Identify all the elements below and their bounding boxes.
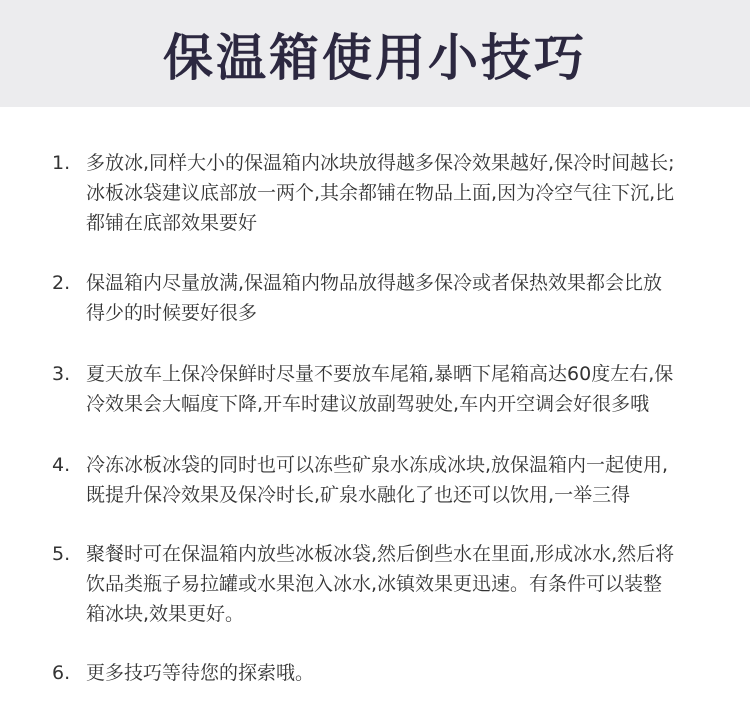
text-line: 得少的时候要好很多 xyxy=(86,302,258,324)
list-item xyxy=(52,450,712,510)
text-line: 箱冰块,效果更好。 xyxy=(86,603,245,625)
text-line: 聚餐时可在保温箱内放些冰板冰袋,然后倒些水在里面,形成冰水,然后将 xyxy=(86,543,675,565)
list-item xyxy=(52,539,712,629)
text-line: 保温箱内尽量放满,保温箱内物品放得越多保冷或者保热效果都会比放 xyxy=(86,272,663,294)
list-item xyxy=(52,148,712,238)
item-number: 2. xyxy=(52,272,71,294)
item-text xyxy=(86,268,712,328)
text-line: 都铺在底部效果要好 xyxy=(86,212,258,234)
item-text xyxy=(86,658,712,688)
list-item xyxy=(52,359,712,419)
text-line: 饮品类瓶子易拉罐或水果泡入冰水,冰镇效果更迅速。有条件可以装整 xyxy=(86,573,663,595)
text-line: 冷冻冰板冰袋的同时也可以冻些矿泉水冻成冰块,放保温箱内一起使用, xyxy=(86,454,669,476)
item-number: 5. xyxy=(52,543,71,565)
item-text xyxy=(86,539,712,629)
text-line: 更多技巧等待您的探索哦。 xyxy=(86,662,315,684)
text-line: 冰板冰袋建议底部放一两个,其余都铺在物品上面,因为冷空气往下沉,比 xyxy=(86,182,675,204)
header-banner xyxy=(0,0,750,107)
text-line: 多放冰,同样大小的保温箱内冰块放得越多保冷效果越好,保冷时间越长; xyxy=(86,152,675,174)
item-number: 3. xyxy=(52,363,71,385)
item-text xyxy=(86,450,712,510)
text-line: 既提升保冷效果及保冷时长,矿泉水融化了也还可以饮用,一举三得 xyxy=(86,484,631,506)
item-number: 6. xyxy=(52,662,71,684)
item-number: 4. xyxy=(52,454,71,476)
list-item xyxy=(52,268,712,328)
text-line: 冷效果会大幅度下降,开车时建议放副驾驶处,车内开空调会好很多哦 xyxy=(86,393,650,415)
item-text xyxy=(86,359,712,419)
page-title: 保温箱使用小技巧 xyxy=(163,28,587,87)
item-text xyxy=(86,148,712,238)
list-item xyxy=(52,658,712,688)
text-line: 夏天放车上保冷保鲜时尽量不要放车尾箱,暴晒下尾箱高达60度左右,保 xyxy=(86,363,674,385)
item-number: 1. xyxy=(52,152,71,174)
